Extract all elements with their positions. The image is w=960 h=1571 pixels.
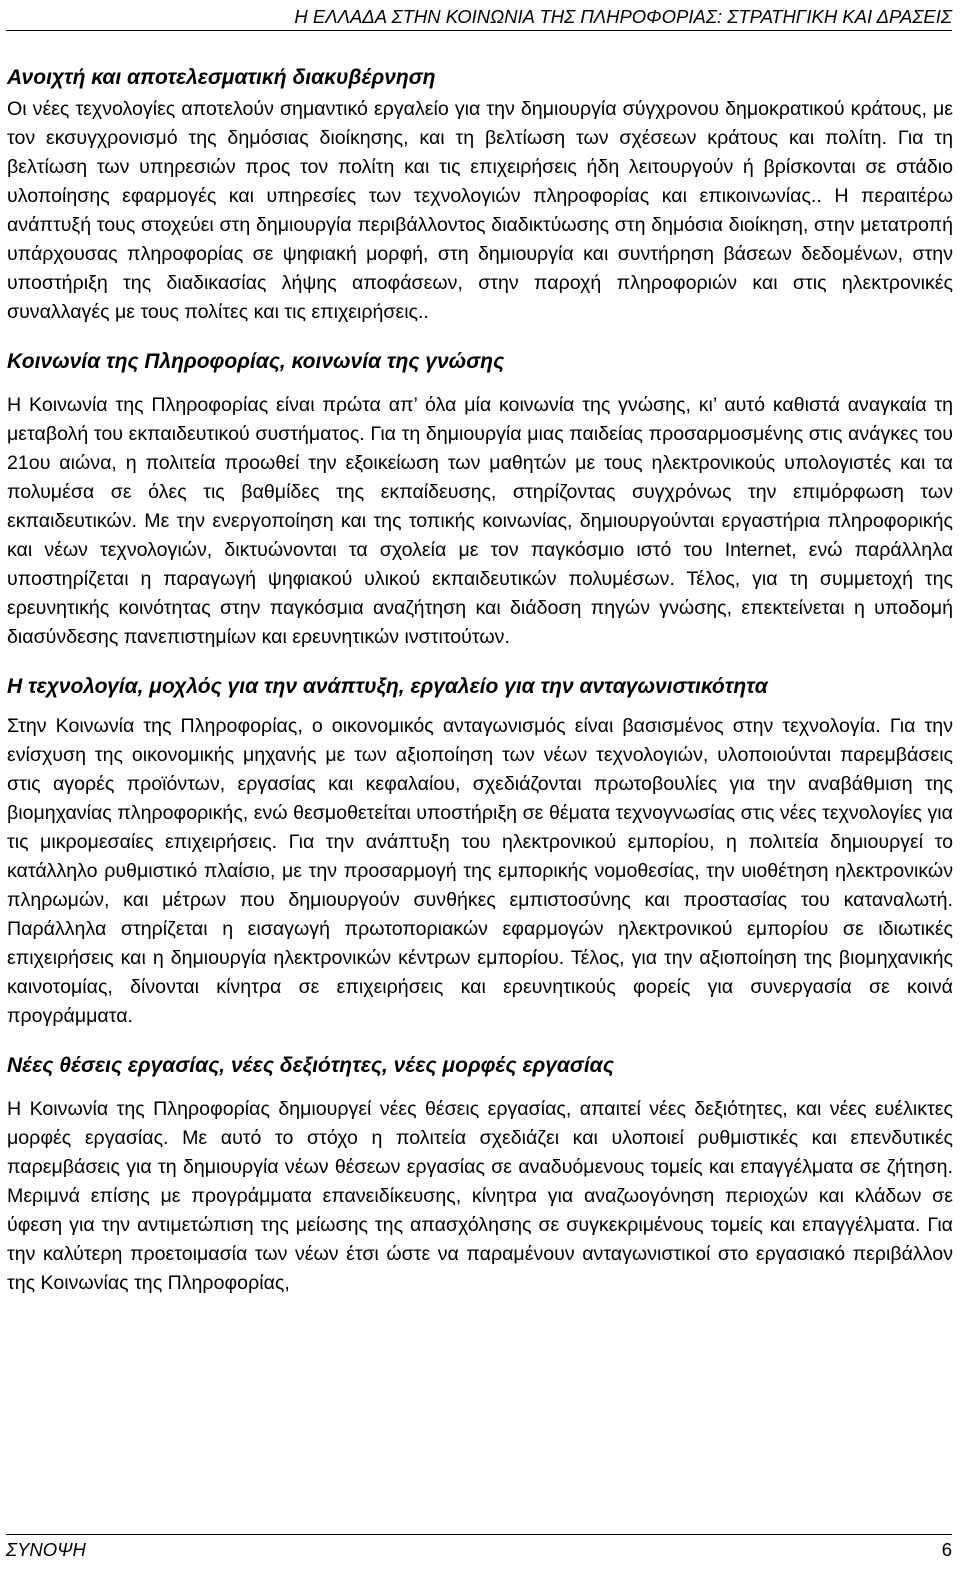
running-header-title: Η ΕΛΛΑΔΑ ΣΤΗΝ ΚΟΙΝΩΝΙΑ ΤΗΣ ΠΛΗΡΟΦΟΡΙΑΣ: ΣΤΡΑΤΗΓΙΚΗ ΚΑΙ ΔΡΑΣΕΙΣ	[294, 6, 952, 27]
page-number: 6	[941, 1539, 952, 1560]
running-footer	[6, 1534, 952, 1565]
section-heading-open-governance: Ανοιχτή και αποτελεσματική διακυβέρνηση	[7, 66, 436, 89]
section-heading-knowledge-society: Κοινωνία της Πληροφορίας, κοινωνία της γνώσης	[7, 350, 505, 373]
document-body	[7, 63, 953, 1298]
section-paragraph-knowledge-society: Η Κοινωνία της Πληροφορίας είναι πρώτα απ’ όλα μία κοινωνία της γνώσης, κι’ αυτό καθιστά αναγκαία τη μεταβολή του εκπαιδευτικού συστήματος. Για τη δημιουργία μιας παιδείας προσαρμοσμένης στις ανάγκες του 21ου αιώνα, η πολιτεία προωθεί την εξοικείωση των μαθητών με τους ηλεκτρονικούς υπολογιστές και τα πολυμέσα σε όλες τις βαθμίδες της εκπαίδευσης, στηρίζοντας συγχρόνως την επιμόρφωση των εκπαιδευτικών. Με την ενεργοποίηση και της τοπικής κοινωνίας, δημιουργούνται εργαστήρια πληροφορικής και νέων τεχνολογιών, δικτυώνονται τα σχολεία με τον παγκόσμιο ιστό του Internet, ενώ παράλληλα υποστηρίζεται η παραγωγή ψηφιακού υλικού εκπαιδευτικών πολυμέσων. Τέλος, για τη συμμετοχή της ερευνητικής κοινότητας στην παγκόσμια αναζήτηση και διάδοση πηγών γνώσης, επεκτείνεται η υποδομή διασύνδεσης πανεπιστημίων και ερευνητικών ινστιτούτων.	[7, 394, 953, 648]
section-paragraph-new-jobs: Η Κοινωνία της Πληροφορίας δημιουργεί νέες θέσεις εργασίας, απαιτεί νέες δεξιότητες, και νέες ευέλικτες μορφές εργασίας. Με αυτό το στόχο η πολιτεία σχεδιάζει και υλοποιεί ρυθμιστικές και επενδυτικές παρεμβάσεις για τη δημιουργία νέων θέσεων εργασίας σε αναδυόμενους τομείς και επαγγέλματα σε ζήτηση. Μεριμνά επίσης με προγράμματα επανειδίκευσης, κίνητρα για αναζωογόνηση περιοχών και κλάδων σε ύφεση για την αντιμετώπιση της μείωσης της απασχόλησης σε συγκεκριμένους τομείς και επαγγέλματα. Για την καλύτερη προετοιμασία των νέων έτσι ώστε να παραμένουν ανταγωνιστικοί στο εργασιακό περιβάλλον της Κοινωνίας της Πληροφορίας,	[7, 1098, 953, 1294]
section-heading-technology-competitiveness: Η τεχνολογία, μοχλός για την ανάπτυξη, εργαλείο για την ανταγωνιστικότητα	[7, 675, 768, 698]
running-header	[6, 6, 952, 31]
footer-section-label: ΣΥΝΟΨΗ	[6, 1539, 86, 1560]
section-heading-new-jobs: Νέες θέσεις εργασίας, νέες δεξιότητες, νέες μορφές εργασίας	[7, 1054, 614, 1077]
section-paragraph-technology-competitiveness: Στην Κοινωνία της Πληροφορίας, ο οικονομικός ανταγωνισμός είναι βασισμένος στην τεχνολογία. Για την ενίσχυση της οικονομικής μηχανής με των αξιοποίηση των νέων τεχνολογιών, υλοποιούνται παρεμβάσεις στις αγορές προϊόντων, εργασίας και κεφαλαίου, σχεδιάζονται πρωτοβουλίες για την αναβάθμιση της βιομηχανίας πληροφορικής, ενώ θεσμοθετείται υποστήριξη σε θέματα τεχνογνωσίας στις νέες τεχνολογίες για τις μικρομεσαίες επιχειρήσεις. Για την ανάπτυξη του ηλεκτρονικού εμπορίου, η πολιτεία δημιουργεί το κατάλληλο ρυθμιστικό πλαίσιο, με την προσαρμογή της εμπορικής νομοθεσίας, την υιοθέτηση ηλεκτρονικών πληρωμών, και μέτρων που δημιουργούν συνθήκες εμπιστοσύνης και προστασίας του καταναλωτή. Παράλληλα στηρίζεται η εισαγωγή πρωτοποριακών εφαρμογών ηλεκτρονικού εμπορίου σε ιδιωτικές επιχειρήσεις και η δημιουργία ηλεκτρονικών κέντρων εμπορίου. Τέλος, για την αξιοποίηση της βιομηχανικής καινοτομίας, δίνονται κίνητρα σε επιχειρήσεις και ερευνητικούς φορείς για συνεργασία σε κοινά προγράμματα.	[7, 715, 953, 1027]
section-paragraph-open-governance: Οι νέες τεχνολογίες αποτελούν σημαντικό εργαλείο για την δημιουργία σύγχρονου δημοκρατικού κράτους, με τον εκσυγχρονισμό της δημόσιας διοίκησης, και τη βελτίωση των σχέσεων κράτους και πολίτη. Για τη βελτίωση των υπηρεσιών προς τον πολίτη και τις επιχειρήσεις ήδη λειτουργούν ή βρίσκονται σε στάδιο υλοποίησης εφαρμογές και υπηρεσίες των τεχνολογιών πληροφορίας και επικοινωνίας.. Η περαιτέρω ανάπτυξή τους στοχεύει στη δημιουργία περιβάλλοντος διαδικτύωσης στη δημόσια διοίκηση, στην μετατροπή υπάρχουσας πληροφορίας σε ψηφιακή μορφή, στη δημιουργία και συντήρηση βάσεων δεδομένων, στην υποστήριξη της διαδικασίας λήψης αποφάσεων, στην παροχή πληροφοριών και στις ηλεκτρονικές συναλλαγές με τους πολίτες και τις επιχειρήσεις..	[7, 98, 953, 323]
